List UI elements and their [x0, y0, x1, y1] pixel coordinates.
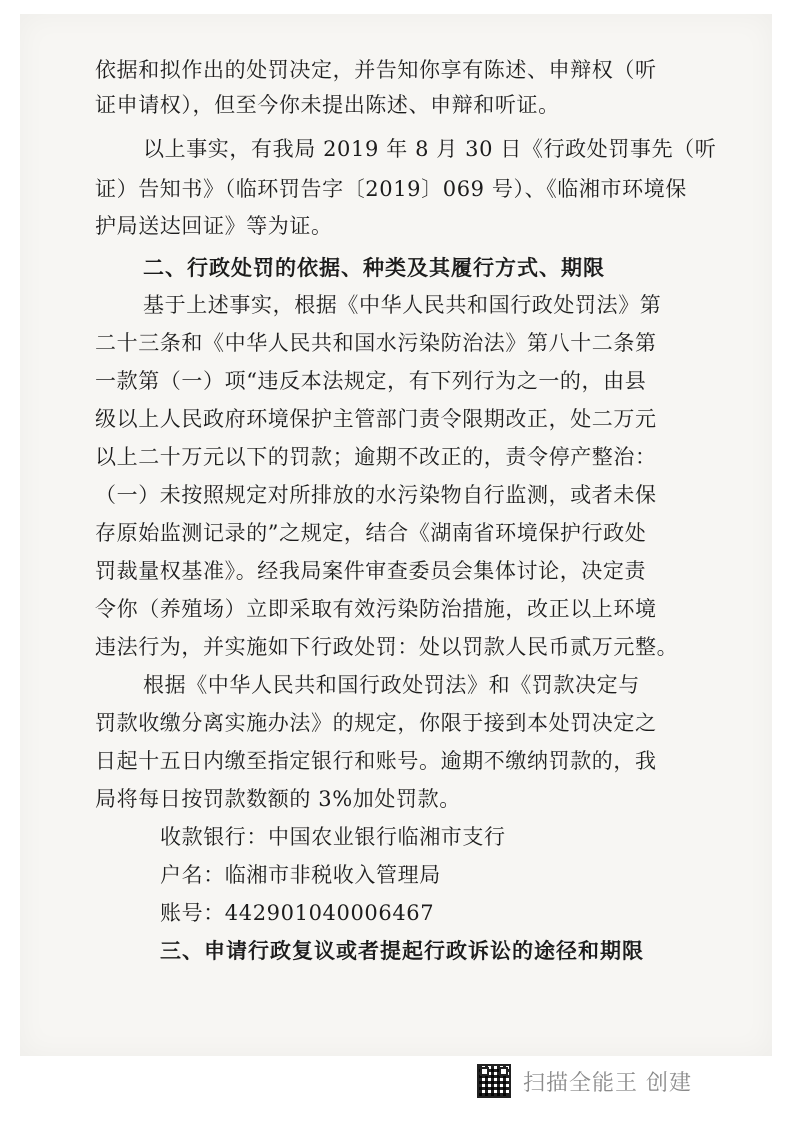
text-line: 依据和拟作出的处罚决定，并告知你享有陈述、申辩权（听	[95, 58, 657, 82]
text-line: 级以上人民政府环境保护主管部门责令限期改正，处二万元	[95, 407, 657, 431]
section-heading: 三、申请行政复议或者提起行政诉讼的途径和期限	[160, 938, 644, 963]
account-holder-line: 户名：临湘市非税收入管理局	[160, 863, 441, 887]
text-line: 一款第（一）项“违反本法规定，有下列行为之一的，由县	[95, 369, 647, 393]
qr-code-icon	[477, 1064, 511, 1098]
text-line: 存原始监测记录的”之规定，结合《湖南省环境保护行政处	[95, 521, 647, 545]
text-line: 基于上述事实，根据《中华人民共和国行政处罚法》第	[143, 293, 662, 317]
scanner-watermark	[477, 1064, 692, 1098]
bank-name-line: 收款银行：中国农业银行临湘市支行	[160, 825, 506, 849]
text-line: 护局送达回证》等为证。	[95, 214, 333, 238]
text-line: 日起十五日内缴至指定银行和账号。逾期不缴纳罚款的，我	[95, 749, 657, 773]
text-line: 令你（养殖场）立即采取有效污染防治措施，改正以上环境	[95, 597, 657, 621]
section-heading: 二、行政处罚的依据、种类及其履行方式、期限	[143, 255, 605, 280]
watermark-text: 扫描全能王 创建	[523, 1070, 692, 1096]
text-line: （一）未按照规定对所排放的水污染物自行监测，或者未保	[95, 483, 657, 507]
text-line: 违法行为，并实施如下行政处罚：处以罚款人民币贰万元整。	[95, 635, 679, 659]
text-line: 罚裁量权基准》。经我局案件审查委员会集体讨论，决定责	[95, 559, 647, 583]
text-line: 根据《中华人民共和国行政处罚法》和《罚款决定与	[143, 673, 640, 697]
account-number-line: 账号：442901040006467	[160, 901, 435, 925]
text-line: 以上事实，有我局 2019 年 8 月 30 日《行政处罚事先（听	[143, 137, 717, 161]
text-line: 二十三条和《中华人民共和国水污染防治法》第八十二条第	[95, 331, 657, 355]
text-line: 以上二十万元以下的罚款；逾期不改正的，责令停产整治：	[95, 445, 657, 469]
text-line: 证申请权），但至今你未提出陈述、申辩和听证。	[95, 93, 560, 117]
text-line: 证）告知书》（临环罚告字〔2019〕069 号）、《临湘市环境保	[95, 177, 687, 201]
text-line: 局将每日按罚款数额的 3%加处罚款。	[95, 787, 461, 811]
text-line: 罚款收缴分离实施办法》的规定，你限于接到本处罚决定之	[95, 711, 657, 735]
